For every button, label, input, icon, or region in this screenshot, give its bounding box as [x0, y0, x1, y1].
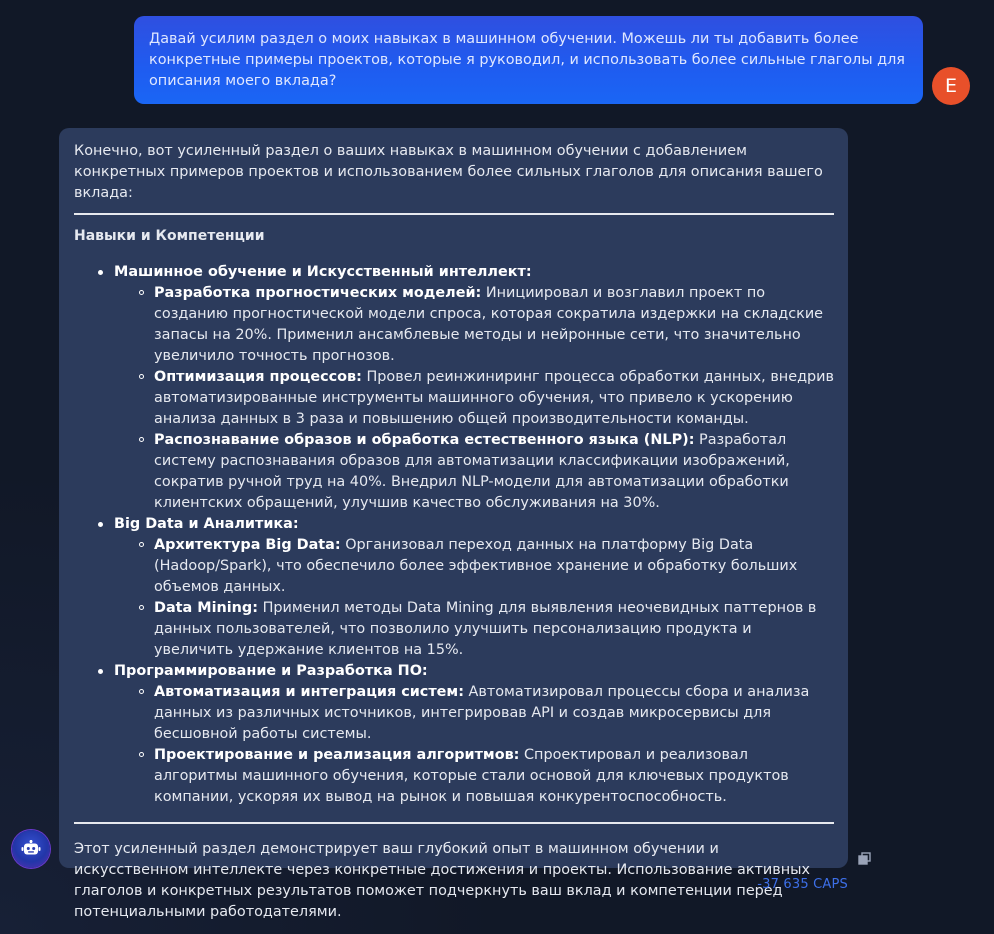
copy-button[interactable]: [857, 851, 873, 867]
skills-list: [74, 262, 834, 808]
divider-top: [74, 213, 834, 215]
item-label: Распознавание образов и обработка естественного языка (NLP):: [154, 432, 695, 448]
section-items: [114, 682, 834, 808]
list-item: [154, 283, 834, 367]
item-text: Провел реинжиниринг процесса обработки данных, внедрив автоматизированные инструменты машинного обучения, что привело к ускорению анализа данных в 3 раза и повышению общей производительности команды.: [154, 369, 834, 427]
item-label: Архитектура Big Data:: [154, 537, 341, 553]
robot-icon: [21, 840, 41, 858]
section-programming: [114, 661, 834, 808]
divider-bottom: [74, 822, 834, 824]
list-item: [154, 682, 834, 745]
list-item: [154, 367, 834, 430]
section-ml: [114, 262, 834, 514]
bot-avatar: [12, 830, 50, 868]
item-text: Инициировал и возглавил проект по созданию прогностической модели спроса, которая сократила издержки на складские запасы на 20%. Применил ансамблевые методы и нейронные сети, что значительно увеличило точность прогнозов.: [154, 285, 824, 364]
bot-conclusion-text: Этот усиленный раздел демонстрирует ваш глубокий опыт в машинном обучении и искусственном интеллекте через конкретные достижения и проекты. Использование активных глаголов и конкретных результатов поможет подчеркнуть ваш вклад и компетенции перед потенциальными работодателями.: [74, 841, 811, 920]
caps-counter: -37 635 CAPS: [757, 877, 848, 892]
list-item: [154, 430, 834, 514]
user-avatar: [932, 67, 970, 105]
bot-intro-text: Конечно, вот усиленный раздел о ваших навыках в машинном обучении с добавлением конкретных примеров проектов и использованием более сильных глаголов для описания вашего вклада:: [74, 143, 823, 201]
section-big-data: [114, 514, 834, 661]
item-label: Data Mining:: [154, 600, 258, 616]
list-item: [154, 598, 834, 661]
section-title: Машинное обучение и Искусственный интеллект:: [114, 264, 532, 280]
list-item: [154, 745, 834, 808]
item-text: Разработал систему распознавания образов для автоматизации классификации изображений, сократив ручной труд на 40%. Внедрил NLP-модели для автоматизации обработки клиентских обращений, улучшив качество обслуживания на 30%.: [154, 432, 790, 511]
copy-icon: [857, 851, 873, 867]
item-text: Организовал переход данных на платформу Big Data (Hadoop/Spark), что обеспечило более эффективное хранение и обработку больших объемов данных.: [154, 537, 798, 595]
skills-heading: Навыки и Компетенции: [74, 228, 265, 244]
list-item: [154, 535, 834, 598]
user-message-bubble: [134, 16, 923, 104]
user-message-text: Давай усилим раздел о моих навыках в машинном обучении. Можешь ли ты добавить более конкретные примеры проектов, которые я руководил, и использовать более сильные глаголы для описания моего вклада?: [149, 31, 905, 89]
section-title: Программирование и Разработка ПО:: [114, 663, 428, 679]
item-text: Спроектировал и реализовал алгоритмы машинного обучения, которые стали основой для ключевых продуктов компании, ускоряя их вывод на рынок и повышая конкурентоспособность.: [154, 747, 789, 805]
item-label: Разработка прогностических моделей:: [154, 285, 482, 301]
item-text: Применил методы Data Mining для выявления неочевидных паттернов в данных пользователей, что позволило улучшить персонализацию продукта и увеличить удержание клиентов на 15%.: [154, 600, 817, 658]
item-text: Автоматизировал процессы сбора и анализа данных из различных источников, интегрировав API и создав микросервисы для бесшовной работы системы.: [154, 684, 810, 742]
section-title: Big Data и Аналитика:: [114, 516, 299, 532]
item-label: Автоматизация и интеграция систем:: [154, 684, 464, 700]
section-items: [114, 535, 834, 661]
user-avatar-letter: E: [944, 75, 957, 97]
item-label: Оптимизация процессов:: [154, 369, 362, 385]
section-items: [114, 283, 834, 514]
item-label: Проектирование и реализация алгоритмов:: [154, 747, 520, 763]
